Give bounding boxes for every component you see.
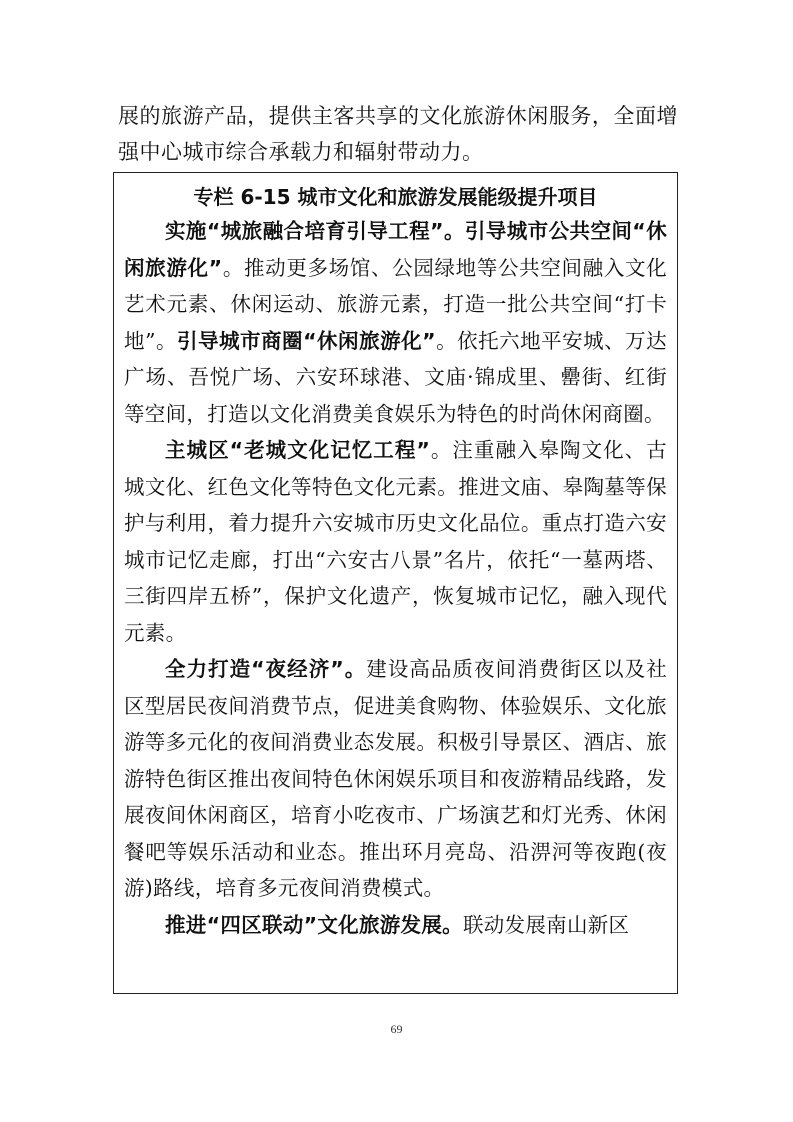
box-paragraph-1 xyxy=(114,213,677,432)
paragraph-heading: 全力打造“夜经济”。 xyxy=(165,657,367,681)
paragraph-text: 。推动更多场馆、公园绿地等公共空间融入文化艺术元素、休闲运动、旅游元素，打造一批公共空间“打卡地”。 xyxy=(124,255,667,353)
paragraph-heading: 推进“四区联动”文化旅游发展。 xyxy=(165,912,463,937)
intro-text-block xyxy=(118,98,678,170)
box-paragraph-3 xyxy=(114,651,677,907)
paragraph-heading: 实施“城旅融合培育引导工程”。引导城市公共空间“休闲旅游化” xyxy=(124,219,667,280)
paragraph-text: 建设高品质夜间消费街区以及社区型居民夜间消费节点，促进美食购物、体验娱乐、文化旅游等多元化的夜间消费业态发展。积极引导景区、酒店、旅游特色街区推出夜间特色休闲娱乐项目和夜游精品线路，发展夜间休闲商区，培育小吃夜市、广场演艺和灯光秀、休闲餐吧等娱乐活动和业态。推出环月亮岛、沿淠河等夜跑(夜游)路线，培育多元夜间消费模式。 xyxy=(124,657,668,900)
paragraph-text: 。依托六地平安城、万达广场、吾悦广场、六安环球港、文庙·锦成里、罍街、红街等空间，打造以文化消费美食娱乐为特色的时尚休闲商圈。 xyxy=(124,328,667,426)
paragraph-heading: 引导城市商圈“休闲旅游化” xyxy=(177,328,436,353)
paragraph-text: 联动发展南山新区 xyxy=(462,912,630,937)
intro-paragraph: 展的旅游产品，提供主客共享的文化旅游休闲服务，全面增强中心城市综合承载力和辐射带动力。 xyxy=(118,104,678,164)
page-number: 69 xyxy=(390,1022,403,1036)
feature-box xyxy=(113,172,678,994)
box-title: 专栏 6-15 城市文化和旅游发展能级提升项目 xyxy=(193,185,598,209)
paragraph-text: 。注重融入皋陶文化、古城文化、红色文化等特色文化元素。推进文庙、皋陶墓等保护与利用，着力提升六安城市历史文化品位。重点打造六安城市记忆走廊，打出“六安古八景”名片，依托“一墓两塔、三街四岸五桥”，保护文化遗产，恢复城市记忆，融入现代元素。 xyxy=(124,438,667,645)
box-paragraph-2 xyxy=(114,432,677,651)
box-paragraph-4 xyxy=(114,907,677,944)
paragraph-heading: 主城区“老城文化记忆工程” xyxy=(165,438,431,462)
